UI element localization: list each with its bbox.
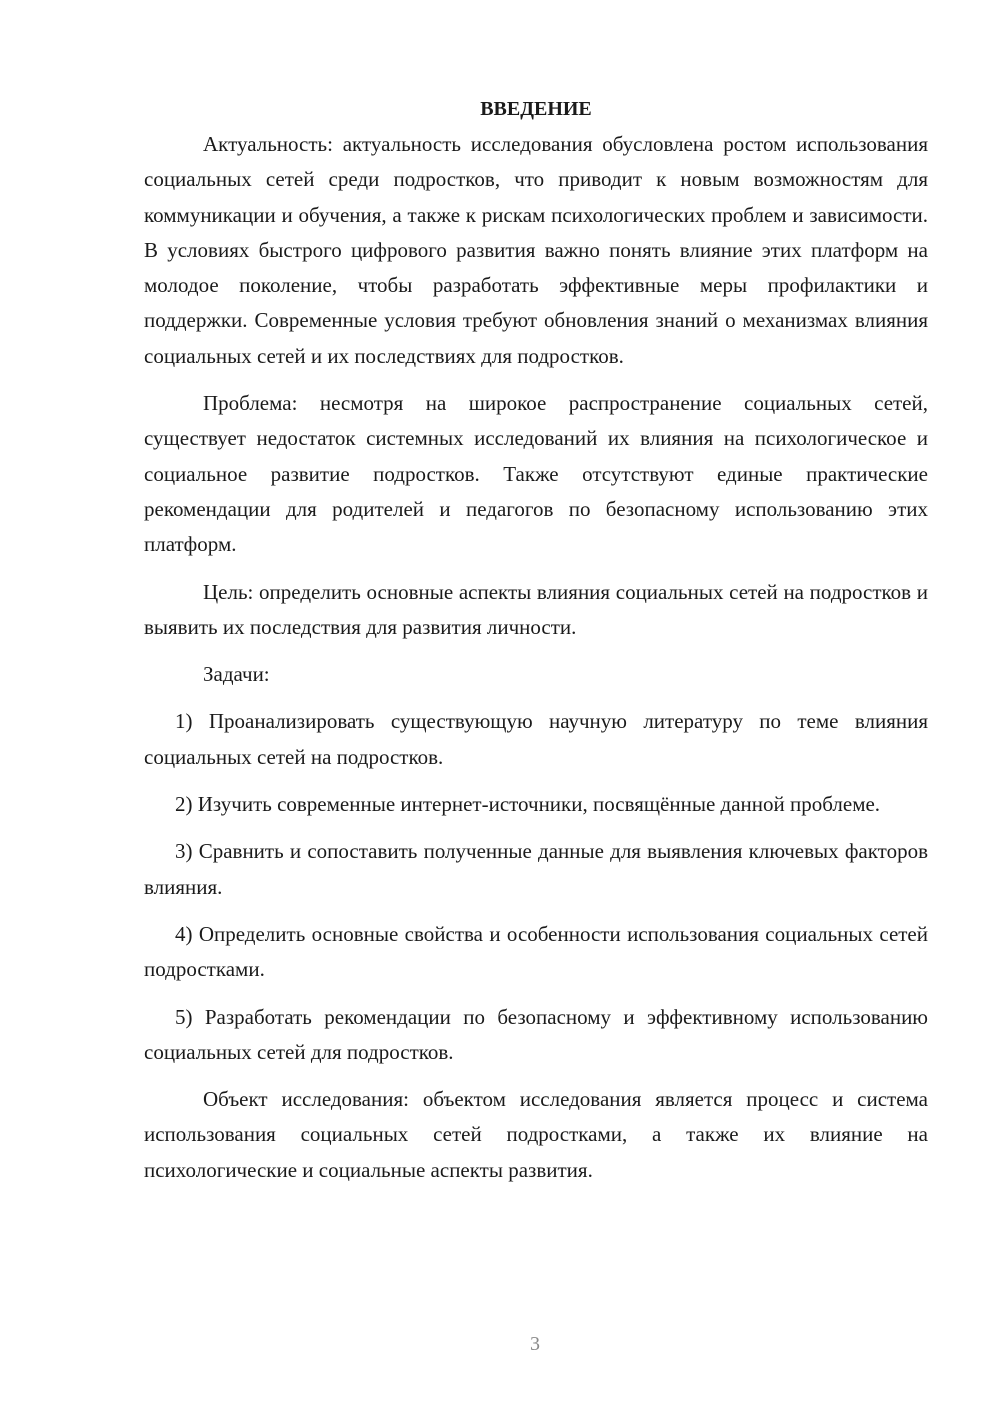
section-title: ВВЕДЕНИЕ — [480, 98, 592, 120]
task-item: 4) Определить основные свойства и особенности использования социальных сетей подростками. — [144, 921, 928, 982]
task-item: 2) Изучить современные интернет-источники, посвящённые данной проблеме. — [175, 792, 881, 817]
object-paragraph: Объект исследования: объектом исследования является процесс и система использования социальных сетей подростками, а также их влияние на психологические и социальные аспекты развития. — [144, 1087, 928, 1182]
tasks-heading: Задачи: — [203, 662, 270, 687]
problem-paragraph: Проблема: несмотря на широкое распространение социальных сетей, существует недостаток системных исследований их влияния на психологическое и социальное развитие подростков. Также отсутствуют единые практические рекомендации для родителей и педагогов по безопасному использованию этих платформ. — [144, 391, 928, 557]
task-item: 3) Сравнить и сопоставить полученные данные для выявления ключевых факторов влияния. — [144, 839, 928, 899]
document-page — [144, 92, 928, 1188]
page-number: 3 — [530, 1333, 540, 1355]
task-item: 5) Разработать рекомендации по безопасному и эффективному использованию социальных сетей для подростков. — [144, 1004, 928, 1064]
goal-paragraph: Цель: определить основные аспекты влияния социальных сетей на подростков и выявить их последствия для развития личности. — [144, 579, 928, 639]
relevance-paragraph: Актуальность: актуальность исследования обусловлена ростом использования социальных сетей среди подростков, что приводит к новым возможностям для коммуникации и обучения, а также к рискам психологических проблем и зависимости. В условиях быстрого цифрового развития важно понять влияние этих платформ на молодое поколение, чтобы разработать эффективные меры профилактики и поддержки. Современные условия требуют обновления знаний о механизмах влияния социальных сетей и их последствиях для подростков. — [144, 132, 928, 368]
task-item: 1) Проанализировать существующую научную литературу по теме влияния социальных сетей на подростков. — [144, 709, 928, 769]
